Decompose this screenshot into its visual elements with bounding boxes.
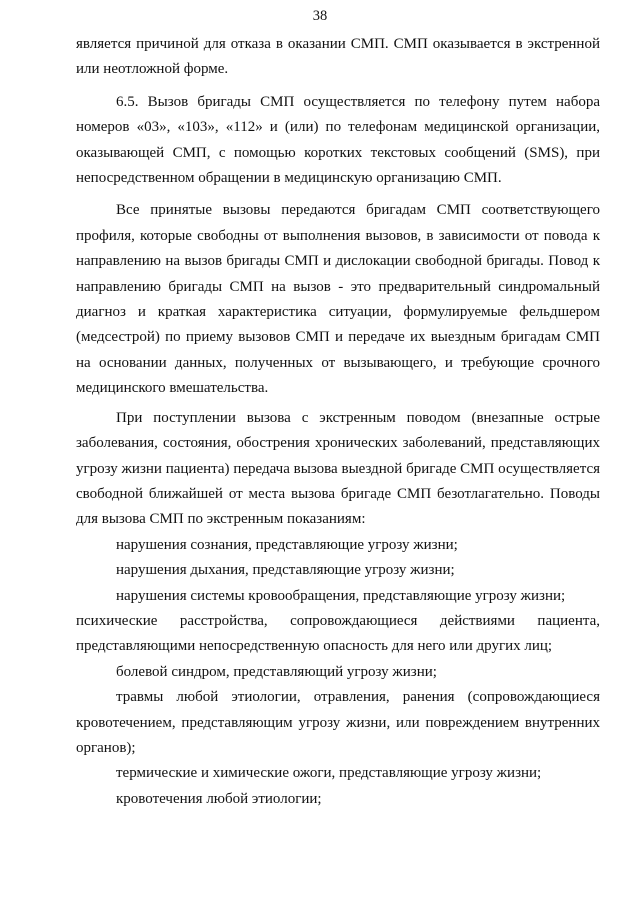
emergency-reasons-list	[76, 533, 600, 812]
list-item: термические и химические ожоги, представляющие угрозу жизни;	[116, 765, 542, 782]
list-item: нарушения системы кровообращения, представляющие угрозу жизни;	[116, 587, 566, 604]
paragraph-emergency-calls: При поступлении вызова с экстренным поводом (внезапные острые заболевания, состояния, обострения хронических заболеваний, представляющих угрозу жизни пациента) передача вызова выездной бригаде СМП осуществляется свободной ближайшей от места вызова бригаде СМП безотлагательно. Поводы для вызова СМП по экстренным показаниям:	[76, 409, 600, 528]
paragraph-6-5: 6.5. Вызов бригады СМП осуществляется по телефону путем набора номеров «03», «103», «112» и (или) по телефонам медицинской организации, оказывающей СМП, с помощью коротких текстовых сообщений (SMS), при непосредственном обращении в медицинскую организацию СМП.	[76, 93, 600, 187]
list-item: нарушения дыхания, представляющие угрозу жизни;	[116, 562, 455, 579]
list-item: психические расстройства, сопровождающиеся действиями пациента, представляющими непосредственную опасность для него или других лиц;	[76, 612, 600, 655]
paragraph-call-routing: Все принятые вызовы передаются бригадам СМП соответствующего профиля, которые свободны от выполнения вызовов, в зависимости от повода к направлению на вызов бригады СМП и дислокации свободной бригады. Повод к направлению бригады СМП на вызов - это предварительный синдромальный диагноз и краткая характеристика ситуации, формулируемые фельдшером (медсестрой) по приему вызовов СМП и передаче их выездным бригадам СМП на основании данных, полученных от вызывающего, и требующие срочного медицинского вмешательства.	[76, 202, 600, 397]
paragraph-continuation: является причиной для отказа в оказании СМП. СМП оказывается в экстренной или неотложной форме.	[76, 36, 600, 78]
list-item: травмы любой этиологии, отравления, ранения (сопровождающиеся кровотечением, представляющим угрозу жизни, или повреждением внутренних органов);	[76, 689, 600, 756]
list-item: кровотечения любой этиологии;	[116, 790, 322, 807]
page-number: 38	[312, 8, 328, 24]
list-item: нарушения сознания, представляющие угрозу жизни;	[116, 536, 458, 553]
list-item: болевой синдром, представляющий угрозу жизни;	[116, 663, 437, 680]
document-body	[76, 32, 600, 812]
